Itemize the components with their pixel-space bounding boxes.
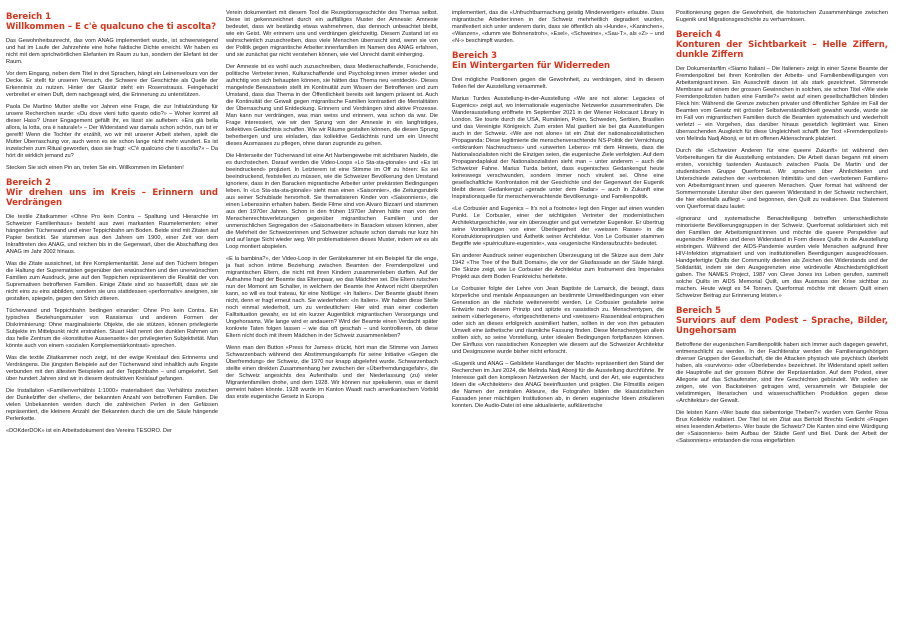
column-4 xyxy=(676,10,888,634)
section-4 xyxy=(676,30,888,60)
paragraph: «Eugenik und ANAG – Gebildete Handlanger der Macht» repräsentiert den Stand der Recherchen im Juni 2024, die Melinda Nadj Abonji für die Ausstellung durchführte. Ihr Interesse galt den komplexen Netzwerken der Macht, und der Art, wie eugenisches Ideen die «Architekten» des ANAG beeinflussten und prägten. Die Filmstills zeigen die Namen der zentralen Akteure, die Fotografen bilden die klassizistischen Fassaden jener mächtigen Institutionen ab, in denen eugenische Ideen zirkulieren konnten. Die Audio-Datei ist eine aktualisierte, aufklärerische xyxy=(452,361,664,409)
paragraph: Verein dokumentiert mit diesem Tool die Rezeptionsgeschichte des Themas selbst. Diese ist gekennzeichnet durch ein auffälliges Muster der Amnesie: Amnesie bedeutet, dass wir beständig etwas wahrnehmen, das dennoch unbeachtet bleibt, wie ein Geist. Wir erinnern uns und verdrängen gleichzeitig. Diesem Zustand ist es wahrscheinlich zuzuschreiben, dass viele Menschen überrascht sind, wenn sie von der Politik gegen migrantische Arbeiter:innenfamilien im Namen des ANAG erfahren, und sie zunächst gar nicht verstehen können, wie viel Unrecht damit einherging. xyxy=(226,10,438,58)
paragraph: Die Installation «Familienverhältnis 1:1000» materialisiert das Verhältnis zwischen der Dunkelziffer der «hellen», der bekannten Anzahl von betroffenen Familien. Die vielen Unbekannten werden durch die zahlreichen Perlen in den Gefässen repräsentiert, die kleinere Anzahl der Bekannten durch die um die Säule hängende Perlenkette. xyxy=(6,388,218,422)
paragraph: Ein anderer Ausdruck seiner eugenischen Überzeugung ist die Skizze aus dem Jahr 1942 «The Tree of the Built Domain», die vor der Glasfassade an der Säule hängt. Die Skizze zeigt, wie Le Corbusier die Architektur zum Instrument des Imperiales Projekt aus dem Boden Frankreichs herleitete. xyxy=(452,253,664,280)
paragraph: Le Corbusier folgte der Lehre von Jean Baptiste de Lamarck, die besagt, dass körperliche und mentale Anpassungen an bestimmte Umweltbedingungen von einer Generation an die nächste weitervererbt werden. Le Corbusier gestaltete seine Entwürfe nach diesem Prinzip und spitzte es rassistisch zu. Menschentypen, die seinem «überlegenen», «fortgeschrittenen» und «weissen» Rassenideal entsprachen oder sich an dieses erfolgreich assimiliert hatten, sollten in der von ihm gebauten Umwelt eine ästhetische und räumliche Fassung finden. Diese Menschentypen allein sollten sich, so seine Vorstellung, unter idealen Bedingungen fortpflanzen können. Der Einfluss von rassistischen Konzepten wie diesem auf die Schweizer Architektur und Designszene wurde bisher nicht erforscht. xyxy=(452,286,664,355)
paragraph: Wenn man den Button «Press for James» drückt, hört man die Stimme von James Schwarzenbach während des Abstimmungskampfs für seine Initiative «Gegen die Überfremdung» der Schweiz, die 1970 nur knapp abgelehnt wurde. Schwarzenbach stellte einen direkten Zusammenhang her zwischen der «Überfremdungsgefahr», die der Schweiz angesichts des Aufenthalts und der Niederlassung (zu) vieler Migrantenfamilien drohe, und dem 1928. Wir können nur spekulieren, was er damit gemeint haben könnte. 1928 wurde im Kanton Waadt nach amerikanischem Vorbild das erste eugenische Gesetz in Europa xyxy=(226,345,438,400)
paragraph: Was die textile Zitatkammer noch zeigt, ist der ewige Kreislauf des Erinnerns und Verdrängens. Die jüngsten Beispiele auf der Tücherwand sind inhaltlich aufs Engste verbunden mit den ältesten Beispielen auf der Teppichbahn – und umgekehrt. Seit über hundert Jahren sind wir in diesem destruktiven Kreislauf gefangen. xyxy=(6,355,218,382)
paragraph: «DOKderDOK» ist ein Arbeitsdokument des Vereins TESORO. Der xyxy=(6,428,172,434)
paragraph: «E la bambina?», der Video-Loop in der Gerätekammer ist ein Beispiel für die enge, ja fast schon intime Beziehung zwischen Beamten der Fremdenpolizei und migrantischen Eltern, die nicht mit ihren Kindern zusammenleben durften. Auf der Aufnahme fragt der Beamte das Elternpaar, wo das Mädchen sei. Die Eltern rutschen nun der Momont am Schalter, in welchem der Beamte ihre Antwort nicht überprüfen kann, so will es tout trateau, für eine Notlüge: «In Italien». Der Beamte glaubt ihnen nicht, denn er fragt erneut nach. Sie wiederholen: «In Italien». Wir haben diese Stelle noch einmal wiederholt, um zu verdeutlichen: Hier wird man einer codierten Falltsituation gewahr, es ist ein kurzer Augenblick migrantischen Versorgungs und Ungehorsams. Wie lange wird er andauern? Wird der Beamte einen Verdacht später konkrete Taten folgen lassen – wie das oft geschah – und kontrollieren, ob diese Eltern nicht doch mit ihrem Mädchen in der Schweiz zusammenleben? xyxy=(226,256,438,339)
paragraph: Das Gewohnheitsunrecht, das vom ANAG implementiert wurde, ist schwerwiegend und hat im Laufe der Jahrzehnte eine hohe faktische Dichte erreicht. Wir haben es nicht mit dem sprichwörtlichen Elefanten im Raum zu tun, sondern der Elefant ist der Raum. xyxy=(6,38,218,65)
paragraph: Paola De Martino Mutter stellte vor Jahren eine Frage, die zur Initialzündung für unsere Recherchen wurde: «Du dove vieni tutto questo odio?» – Woher kommt all dieser Hass? Unser Engagement gefällt ihr, es lässt sie aufleben: «Era già bella allora, la lotta, ora è naturale!» – Der Widerstand war damals schon schön, nun ist er gereift! Wenn die Tochter ihr erzählt, wo wir mit unserer Arbeit stehen, spielt die Mutter Überraschung vor, auch wenn es sie schon lange nicht mehr wundert. Es ist inzwischen zum Ritual geworden, dass sie fragt: «C'è qualcuno che ti ascolta?» – Da hört dir wirklich jemand zu? xyxy=(6,104,218,159)
section-title: Konturen der Sichtbarkeit – Helle Ziffern, dunkle Ziffern xyxy=(676,40,888,60)
paragraph: implementiert, das die «Unfruchtbarmachung geistig Minderwertiger» erlaubte. Dass migrantische Arbeiter:innen in der Schweiz mehrheitlich degradiert wurden, manifestiert sich unter anderem darin, dass sie öffentlich als «Hunde», «Kaninchen», «Wanzen», «dumm wie Bohnenstroh», «Esel», «Schweine», «Sau-T», als «Z» – und «N-» beschimpft wurden. xyxy=(452,10,664,44)
paragraph: Betroffene der eugenischen Familienpolitik haben sich immer auch dagegen gewehrt, entmenschlicht zu werden. In der Fachliteratur werden die Familienangehörigen diverser Gruppen der Gesellschaft, die die Attacken physisch wie psychisch überlebt haben, als «survivors» oder «Überlebende» bezeichnet. Ihr Widerstand spielt selten die Hauptrolle auf der grossen Bühne der Repräsentation. Auf dem Podest, einer Allegorie auf das Schaufenster, sind ihre Geschichten gebündelt. Wir wollen sie zeigen, wie von Backsteinen getragen wird, versammeln wir Beispiele der vielstimmigen, literarischen und wissenschaftlichen Produktion gegen diese «Architektur» der Gewalt. xyxy=(676,342,888,404)
paragraph: Der Amnesie ist es wohl auch zuzuschreiben, dass Medienschaffende, Forschende, politische Vertreter:innen, Kulturschaffende und Psycholog:innen immer wieder und aufrichtig von sich behaupten können, sie hätten das Thema neu «entdeckt». Dieses mangelnde Bewusstsein stellt im Kontinuität zum Wissen der Betroffenen und zum Umstand, dass das Thema in der Öffentlichkeit bereits seit langem präsent ist. Auch die Kontinuität der Gewalt gegen migrantische Familien kontrastiert die Mentalitäten der Überraschung und Entdeckung. Erinnern und Verdrängen sind aktive Prozesse. Man kann nur verdrängen, was man weiss und erinnern, was schon da war. Die Frage interessiert, wie wir den Sprung von der Amnesie in ein langfristiges, kollektives Gedächtnis schaffen. Wie wir Räume gestalten können, die diesen Sprung beherbergen und uns einladen, das kollektive Gedächtnis rund um ein Unrecht dieses Ausmasses zu pflegen, ohne daran zugrunde zu gehen. xyxy=(226,64,438,147)
paragraph: Die textile Zitatkammer «Ohne Pro kein Contra – Spaltung und Hierarchie im Schweizer Familienhaus» besteht aus zwei markanten Raumelementen: einer hängenden Tücherwand und einer Teppichbahn am Boden. Beide sind mit Zitaten auf Papier bestickt. Sie stammen aus den Jahren um 1900, einer Zeit vor dem Inkrafttreten des ANAG, und reichen bis in die Gegenwart, über die Abschaffung des ANAG im Jahr 2002 hinaus. xyxy=(6,214,218,255)
paragraph: Tücherwand und Teppichbahn bedingen einander: Ohne Pro kein Contra. Ein typisches Beziehungsmuster von Rassismus und anderen Formen der Diskriminierung: Ohne marginalisierte Objekte, die sie stützen, können privilegierte Subjekte im Mittelpunkt nicht erstrahlen. Stuart Hall nennt den dunklen Rahmen um das helle Zentrum die «konstitutive Aussenseite» der privilegierten Subjektivität. Man könnte auch von einem «sozialen Komplementärkontrast» sprechen. xyxy=(6,308,218,349)
paragraph: Drei mögliche Positionen gegen die Gewohnheit, zu verdrängen, sind in diesem Teilen fiel der Ausstellung versammelt. xyxy=(452,77,664,90)
paragraph: Der Dokumentarfilm «Siamo Italiani – Die Italiener» zeigt in einer Szene Beamte der Fremdenpolizei bei ihren Kontrollen der Arbeits- und Familienbewilligungen von Arbeitsmigrant:innen. Ein Ausschnitt davon ist als stark gezeichnet. Stimmende Membrane auf einem der grossen Gewinnchen in solchen, sie schon Titel «Wie viele Fremdenpolizisten hatten eine Familie?» weist auf einen gesellschaftlichen blinden Fleck hin: Während die Grenze zwischen privater und öffentlicher Sphäre im Fall der Beamten vom Gesetz mit grösster Selbstverständlichkeit gewahrt wurde, wurde sie im Fall von migrantischen Familien durch die Beamten systematisch und wiederholt verletzt – ein Vorgehen, das darüber hinaus gesetzlich legitimiert war. Einen überraschenden Ausgleich für diese Ungleichheit schafft der Text «Fremdenpolizei» von Melinda Nadj Abonji, er ist im offenen Aktenschrank platziert. xyxy=(676,66,888,142)
section-5 xyxy=(676,306,888,336)
section-number: Bereich 3 xyxy=(452,51,498,61)
section-1 xyxy=(6,12,218,32)
section-number: Bereich 2 xyxy=(6,178,52,188)
paragraph: Vor dem Eingang, neben dem Titel in drei Sprachen, hängt ein Leinenvelours von der Decke. Er stellt für unseren Versuch, die Schwere der Geschichte als Quelle der Erkenntnis zu nutzen. Hinter der Glastür steht ein Rosenstrauss. Feingehackt verbreitet er einen Duft, dem nachgesagt wird, die Erinnerung zu unterstützen. xyxy=(6,71,218,98)
paragraph: Die leisten Kann «Wer baute das siebentorige Theben?» wurden vom Genfer Rosa Brux Kollektiv realisiert. Der Titel ist ein Zitat aus Bertold Brechts Gedicht «Fragen eines lesenden Arbeiters». Wer baute die Schweiz? Die Kanten sind eine Würdigung der «Saisonniers» beim Aufbau der Städte Genf und Biel. Dank der Arbeit der «Saisonniers» entstanden die rosa eingefärbten xyxy=(676,410,888,444)
column-3 xyxy=(452,10,664,634)
section-number: Bereich 1 xyxy=(6,12,52,22)
paragraph: «Le Corbusier and Eugenics – It's not a footnote» legt den Finger auf einen wunden Punkt. Le Corbusier, einer der wichtigsten Vertreter der modernistischen Architekturgeschichte, war ein überzeugter und gut vernetzter Eugeniker. Er übertrug seine Vorstellungen von einer Überlegenheit der «weissen Rasse» in die Konstruktionsprinzipien und Ästhetik seiner Architektur. Von Le Corbusier stammen Begriffe wie «puériculture-eugeniste», was «eugenische Kinderaufzucht» bedeutet. xyxy=(452,206,664,247)
paragraph: Stecken Sie sich einen Pin an, treten Sie ein. Willkommen im Elefanten! xyxy=(6,165,184,171)
column-1 xyxy=(6,10,218,634)
paragraph: Durch die «Schweizer Anderen für eine queere Zukunft» ist während den Vorbereitungen für die Ausstellung entstanden. Die Arbeit daran begann mit einem ersten, vorsichtig tastenden Austausch zwischen Paola De Martin und der studentischen Gruppe Querformat. Wir sprachen über Ähnlichkeiten und Unterschiede zwischen der «verbotenen Intimität» und den «verbotenen Familien» von Arbeitsmigrant:innen und queeren Menschen. Quer format hat während der Sommermonate Literatur über den queeren Widerstand in der Schweiz recherchiert, die hier ebenfalls aufliegt – und begonnen, den Quilt zu realisieren. Das Statement von Querformat dazu lautet: xyxy=(676,148,888,210)
paragraph: Marius Turdes Ausstellung-in-der-Ausstellung «We are not alone: Legacies of Eugenics» zeigt auf, wo internationale eugenische Netzwerke zusammentrafen. Die Wanderausstellung eröffnete im September 2021 in der Wiener Holocaust Library in London. Sie tourte durch die USA, Rumänien, Polen, Schweden, Serbien, Brasilien und das Vereinigte Königreich. Zum ersten Mal gastiert sie bei gta Ausstellungen auch in der Schweiz. «We are not alone» ist ein Zitat der nationalsozialistischen Propaganda: Diese legitimierte die menschenverachtende NS-Politik der Vernichtung «erbkranken Nachwuchses» und «unwerten Lebens» mit dem Hinweis, dass die Nationalsozialisten nicht die Einzigen seien, die eugenische Ziele verfolgten. Auf dem Propagandaplakat der Nationalsozialisten sieht man – unter anderem – auch die Schweizer Fahne. Marius Turda betont, dass eugenisches Gedankengut heute keineswegs verschwunden, sondern immer noch virulent sei. Ohne eine gesellschaftliche Konfrontation mit der Geschichte und der Gegenwart der Eugenik bleibt dieses Gedankengut «gerade unter dem Radar» – auch in Zukunft eine Inspirationsquelle für menschenverachtende Bevölkerungs- und Familienpolitik. xyxy=(452,96,664,200)
section-number: Bereich 5 xyxy=(676,306,722,316)
paragraph: «Ignoranz und systematische Benachteiligung betreffen unterschiedlichste minorisierte Bevölkerungsgruppen in der Schweiz. Querformat solidarisiert sich mit den Familien der Arbeitsmigrant:innen und möchte die queere Perspektive auf eugenische Politiken und deren Widerstand in Form dieses Quilts in die Ausstellung einbringen. Während der AIDS-Pandemie wurden viele Menschen aufgrund ihrer HIV-Infektion stigmatisiert und von institutionellen Beerdigungen ausgeschlossen. Handgefertigte Quilts der Community dienten als Zeichen des Widerstands und der Solidarität, indem sie den Ausgegrenzten eine würdevolle Abschiedsmöglichkeit gaben. The NAMES Project, 1987 von Cleve Jones ins Leben gerufen, sammelt solche Quilts im AIDS Memorial Quilt, um das Ausmass der Krise sichtbar zu machen. Heute wiegt es 54 Tonnen. Querformat möchte mit diesem Quilt einen Schweizer Beitrag zur Erinnerung leisten.» xyxy=(676,216,888,299)
section-number: Bereich 4 xyxy=(676,30,722,40)
section-title: Surviors auf dem Podest – Sprache, Bilder, Ungehorsam xyxy=(676,316,888,336)
paragraph: Positionierung gegen die Gewohnheit, die historischen Zusammenhänge zwischen Eugenik und Migrationsgeschichte zu verharmlosen. xyxy=(676,10,888,23)
paragraph: Die Hinterseite der Tücherwand ist eine Art Narbengewebe mit sichtbaren Nadeln, die es durchstechen. Darauf werden die Video-Loops «Lo Sta-sta-gionale» und «Es ist beeindruckend» projiziert. In Letzterem ist eine Stimme im Off zu hören: Es sei beeindruckend, feststellen zu müssen, wie die Schweizer Bevölkerung den Umstand ignoriere, dass in den Baracken migrantische Arbeiter unter prekärsten Bedingungen leben. In «Lo Sta-sta-sta-gionale» sieht man einen «Saisonnier», die Zeitungsrubrik aus seiner Schublade hervorholt. Sie thematisieren Kinder von «Saisonniers», die einen Lebenssinn erhalten haben. Beide Filme sind von Alvaro Bizzarri und stammen aus den 1970er Jahren. Schon in den frühen 1970er Jahren hätte man von den Menschenrechtsverletzungen gegenüber migrantischen Familien und der unmenschlichen Segregation der «Saisonarbeiter» in Baracken wissen können, aber die Mehrheit der Schweizerinnen und Schweizer schaute schon damals nur kurz hin und auf lange Sicht wieder weg. Wir problematisieren dieses Muster, indem wir es als Loop montiert abspielen. xyxy=(226,153,438,250)
section-title: Willkommen – E c'è qualcuno che ti ascolta? xyxy=(6,22,217,32)
section-title: Ein Wintergarten für Widerreden xyxy=(452,61,611,71)
section-3 xyxy=(452,51,664,71)
paragraph: Was die Zitate aussichnet, ist ihre Komplementarität. Jene auf den Tüchern bringen die Haltung der Suprematisten gegenüber den erwünschten und den unerwünschten Familien zum Ausdruck, jene auf den Teppichen repräsentieren die Realität der von Supremativen betroffenen Familien. Einige Zitate sind so hasserfüllt, dass wir sie nicht eins zu eins abbilden, sondern sie uns stattdessen «performativ» aneignen, sie gestalten, spiegeln, gegen den Strich zitieren. xyxy=(6,261,218,302)
section-title: Wir drehen uns im Kreis – Erinnern und Verdrängen xyxy=(6,188,218,208)
section-2 xyxy=(6,178,218,208)
column-2 xyxy=(226,10,438,634)
